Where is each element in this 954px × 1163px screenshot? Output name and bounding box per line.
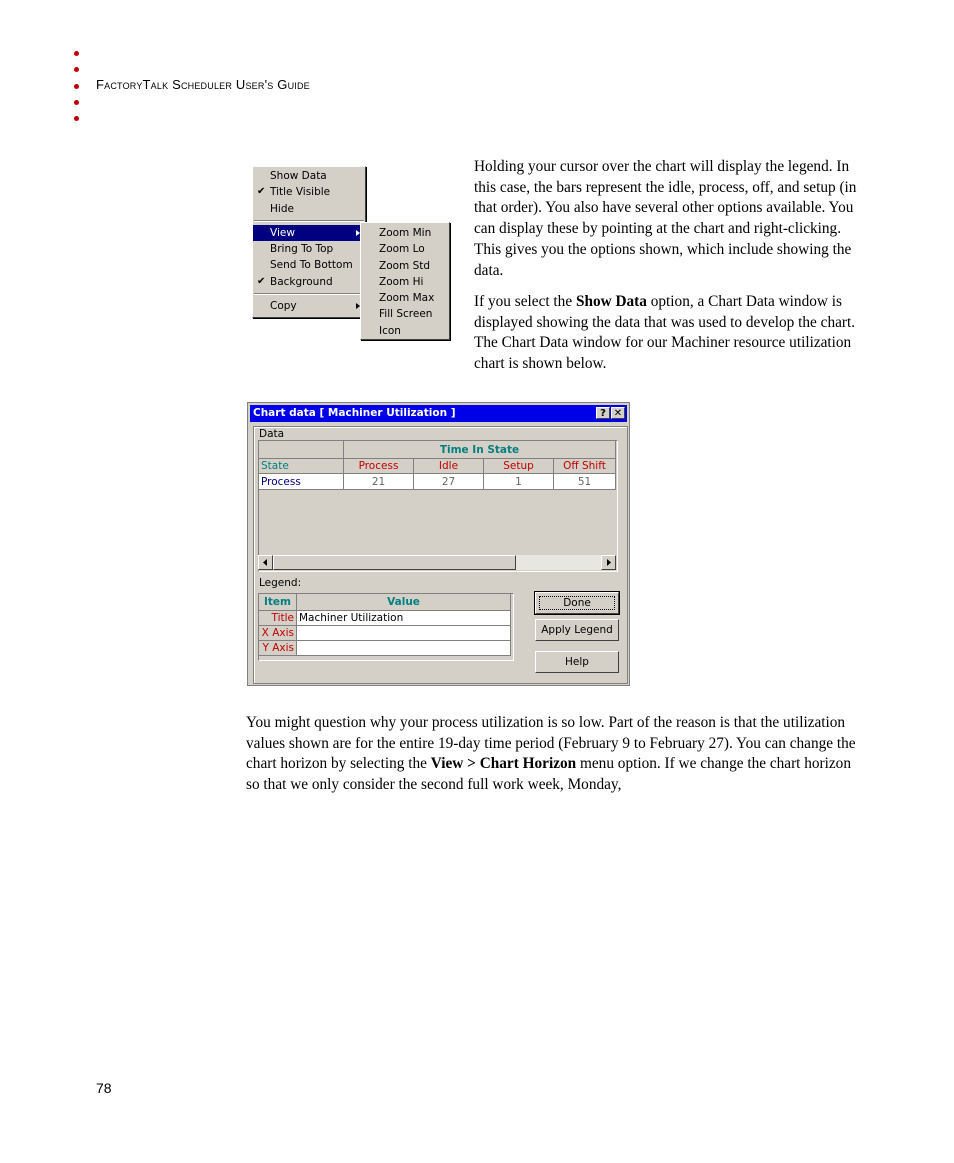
menu-item-copy[interactable] [253, 298, 365, 314]
menu-item-show-data[interactable] [253, 168, 365, 184]
text-run: You might question why your process utilization is so low. Part of the reason is that the utilization values shown are for the entire 19-day time period (February 9 to February 27). You can change the chart horizon by selecting the [246, 714, 856, 773]
button-label: Apply Legend [541, 624, 613, 636]
page-number: 78 [96, 1080, 112, 1096]
submenu-item-icon[interactable] [361, 323, 449, 339]
menu-item-label: Bring To Top [270, 243, 334, 256]
submenu-item-fill-screen[interactable] [361, 306, 449, 322]
submenu-item-zoom-std[interactable] [361, 258, 449, 274]
scroll-right-button[interactable] [601, 555, 616, 570]
menu-item-label: Hide [270, 202, 294, 215]
checkmark-icon: ✔ [257, 186, 266, 198]
legend-label: Legend: [259, 577, 302, 589]
grid-row-state[interactable]: Process [259, 474, 344, 490]
bullet-icon [74, 100, 79, 105]
legend-header-value: Value [297, 594, 511, 611]
scrollbar-thumb[interactable] [273, 555, 516, 570]
data-grid[interactable] [258, 440, 618, 572]
submenu-item-label: Fill Screen [379, 308, 433, 321]
button-label: Done [563, 597, 591, 609]
menu-item-label: View [270, 226, 295, 239]
menu-item-label: Send To Bottom [270, 259, 353, 272]
grid-value-cell[interactable]: 51 [554, 474, 616, 490]
menu-item-label: Background [270, 275, 333, 288]
bold-term: View > Chart Horizon [430, 755, 577, 773]
submenu-item-zoom-lo[interactable] [361, 241, 449, 257]
focus-rect [539, 596, 615, 610]
submenu-item-label: Zoom Std [379, 259, 431, 272]
grid-column-header[interactable]: Idle [414, 459, 484, 474]
paragraph-show-data [474, 292, 858, 375]
paragraph-utilization [246, 713, 862, 796]
menu-separator [254, 220, 364, 222]
legend-value-input[interactable] [297, 641, 511, 656]
menu-item-title-visible[interactable] [253, 184, 365, 200]
menu-item-label: Show Data [270, 170, 327, 182]
bullet-icon [74, 84, 79, 89]
chart-data-dialog [247, 402, 630, 686]
menu-separator [254, 293, 364, 295]
legend-item-cell: X Axis [259, 626, 297, 641]
menu-item-view[interactable] [253, 225, 365, 241]
running-header: FactoryTalk Scheduler User's Guide [96, 77, 310, 92]
grid-corner-cell [259, 441, 344, 459]
chart-context-menu [252, 166, 366, 318]
dialog-titlebar[interactable] [250, 405, 627, 422]
text-run: If you select the [474, 293, 576, 310]
grid-group-header: Time In State [344, 441, 616, 459]
horizontal-scrollbar[interactable] [258, 555, 616, 570]
data-group-label: Data [259, 428, 285, 440]
submenu-item-label: Zoom Hi [379, 275, 424, 288]
done-button[interactable] [535, 592, 619, 614]
paragraph-legend-explanation: Holding your cursor over the chart will display the legend. In this case, the bars represent the idle, process, off, and setup (in that order). You also have several other options available. You can display these by pointing at the chart and right-clicking. This gives you the options shown, which include showing the data. [474, 158, 857, 279]
grid-value-cell[interactable]: 21 [344, 474, 414, 490]
view-submenu [360, 222, 450, 340]
menu-item-bring-to-top[interactable] [253, 241, 365, 257]
bold-term: Show Data [575, 293, 647, 310]
checkmark-icon: ✔ [257, 275, 266, 287]
text-run: option, a Chart Data window is displayed showing the data that was used to develop the chart. The Chart Data window for our Machiner resource utilization chart is shown below. [474, 293, 856, 373]
submenu-item-label: Zoom Max [379, 292, 435, 305]
grid-column-header[interactable]: Off Shift [554, 459, 616, 474]
menu-item-label: Title Visible [270, 186, 331, 199]
arrow-right-icon [602, 556, 615, 569]
submenu-item-label: Zoom Min [379, 227, 432, 239]
help-icon[interactable]: ? [596, 407, 610, 419]
grid-value-cell[interactable]: 1 [484, 474, 554, 490]
menu-item-background[interactable] [253, 274, 365, 290]
submenu-item-label: Icon [379, 324, 401, 337]
submenu-item-zoom-hi[interactable] [361, 274, 449, 290]
grid-value-cell[interactable]: 27 [414, 474, 484, 490]
submenu-item-label: Zoom Lo [379, 243, 425, 256]
grid-column-header[interactable]: Setup [484, 459, 554, 474]
legend-header-item: Item [259, 594, 297, 611]
submenu-item-zoom-max[interactable] [361, 290, 449, 306]
apply-legend-button[interactable] [535, 619, 619, 641]
dialog-title: Chart data [ Machiner Utilization ] [253, 407, 456, 419]
grid-row-header-label: State [259, 459, 344, 474]
scroll-left-button[interactable] [258, 555, 273, 570]
bullet-icon [74, 51, 79, 56]
menu-item-label: Copy [270, 300, 297, 313]
menu-item-hide[interactable] [253, 201, 365, 217]
bullet-icon [74, 116, 79, 121]
legend-value-input[interactable]: Machiner Utilization [297, 611, 511, 626]
legend-item-cell: Y Axis [259, 641, 297, 656]
arrow-left-icon [259, 556, 272, 569]
submenu-item-zoom-min[interactable] [361, 225, 449, 241]
legend-item-cell: Title [259, 611, 297, 626]
help-button[interactable] [535, 651, 619, 673]
legend-grid[interactable] [258, 593, 514, 661]
menu-item-send-to-bottom[interactable] [253, 257, 365, 273]
legend-value-input[interactable] [297, 626, 511, 641]
text-run: menu option. If we change the chart horizon so that we only consider the second full work week, Monday, [246, 755, 851, 794]
close-icon[interactable]: ✕ [611, 407, 625, 419]
bullet-icon [74, 67, 79, 72]
grid-column-header[interactable]: Process [344, 459, 414, 474]
button-label: Help [565, 656, 589, 668]
